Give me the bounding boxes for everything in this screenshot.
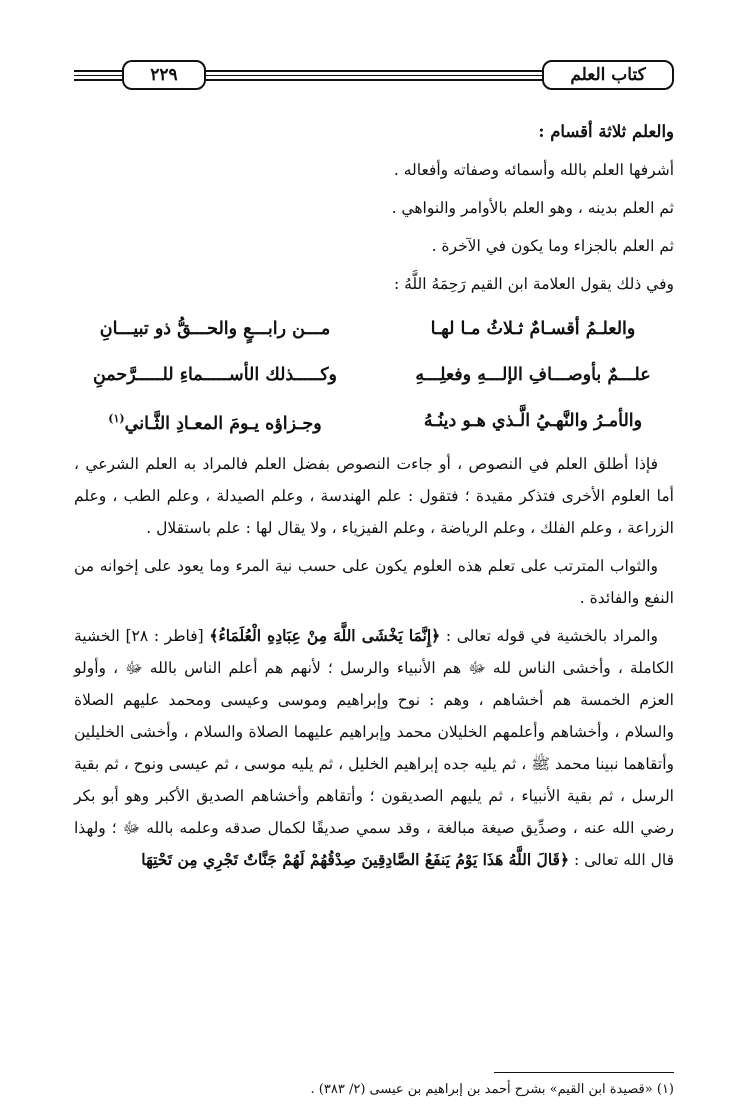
page-header (74, 58, 674, 92)
page-body (74, 116, 674, 876)
khashya-body: [فاطر : ٢٨] الخشية الكاملة ، وأخشى الناس لله ﷻ هم الأنبياء والرسل ؛ لأنهم هم أعلم الناس بالله ﷻ ، وأولو العزم الخمسة هم أخشاهم ، وهم : نوح وإبراهيم وموسى وعيسى ومحمد عليهم الصلاة والسلام ، وأخشاهم وأعلمهم الخليلان محمد وإبراهيم عليهما الصلاة والسلام ، وأخشى الخليلين وأتقاهما نبينا محمد ﷺ ، ثم يليه جده إبراهيم الخليل ، ثم يليه موسى ، ثم عيسى ونوح ، ثم بقية الرسل ، ثم بقية الأنبياء ، ثم يليهم الصديقون ؛ وأتقاهم وأخشاهم الصديق الأكبر وهو أبو بكر رضي الله عنه ، وصدِّيق صيغة مبالغة ، وقد سمي صديقًا لكمال صدقه وعلمه بالله ﷻ ؛ ولهذا قال الله تعالى : (74, 627, 674, 869)
division-line: أشرفها العلم بالله وأسمائه وصفاته وأفعاله . (393, 161, 674, 179)
paragraph: فإذا أطلق العلم في النصوص ، أو جاءت النصوص بفضل العلم فالمراد به العلم الشرعي ، أما العلوم الأخرى فتذكر مقيدة ؛ فتقول : علم الهندسة ، وعلم الصيدلة ، وعلم الطب ، وعلم الزراعة ، وعلم الفلك ، وعلم الرياضة ، وعلم الفيزياء ، ولا يقال لها : علم باستقلال . (74, 455, 674, 537)
poem-intro: وفي ذلك يقول العلامة ابن القيم رَحِمَهُ اللَّهُ : (393, 275, 674, 293)
verse-second-half: مـــن رابـــعٍ والحـــقُّ ذو تبيـــانِ (99, 319, 331, 339)
verse-first-half: والعلـمُ أقسـامٌ ثـلاثُ مـا لهـا (430, 319, 636, 339)
footnote: (١) «قصيدة ابن القيم» بشرح أحمد بن إبراهيم بن عيسى (٢/ ٣٨٣) . (310, 1082, 674, 1097)
paragraph: والثواب المترتب على تعلم هذه العلوم يكون على حسب نية المرء وما يعود على إخوانه من النفع والفائدة . (74, 557, 674, 607)
paragraph-khashya (74, 620, 674, 876)
quran-verse: ﴿إِنَّمَا يَخْشَى اللَّهَ مِنْ عِبَادِهِ الْعُلَمَاءُ﴾ (209, 626, 441, 645)
verse-second-half: وجـزاؤه يـومَ المعـادِ الثَّـاني (124, 413, 322, 434)
quran-verse-closing: ﴿قَالَ اللَّهُ هَذَا يَوْمُ يَنفَعُ الصَّادِقِينَ صِدْقُهُمْ لَهُمْ جَنَّاتٌ تَجْرِي مِن تَحْتِهَا (141, 850, 570, 869)
division-line: ثم العلم بالجزاء وما يكون في الآخرة . (431, 237, 674, 255)
verse-first-half: علـــمٌ بأوصـــافِ الإلـــهِ وفعلِـــهِ (415, 365, 651, 385)
page-number: ٢٢٩ (122, 60, 206, 90)
book-title: كتاب العلم (542, 60, 674, 90)
book-page (74, 58, 674, 1097)
verse-second-half-wrap (74, 403, 356, 440)
section-heading: والعلم ثلاثة أقسام : (538, 122, 674, 141)
footnote-separator (494, 1072, 674, 1073)
footnote-marker: (١) (108, 411, 125, 425)
poem-verse (74, 306, 674, 352)
khashya-lead: والمراد بالخشية في قوله تعالى : (445, 627, 658, 645)
poem-verse (74, 398, 674, 444)
verse-first-half: والأمـرُ والنَّهـيُ الَّـذي هـو دينُـهُ (423, 411, 643, 431)
verse-second-half: وكـــــذلك الأســـــماءِ للـــــرَّحمنِ (92, 365, 338, 385)
poem-verse (74, 352, 674, 398)
poem (74, 306, 674, 444)
division-line: ثم العلم بدينه ، وهو العلم بالأوامر والنواهي . (391, 199, 674, 217)
